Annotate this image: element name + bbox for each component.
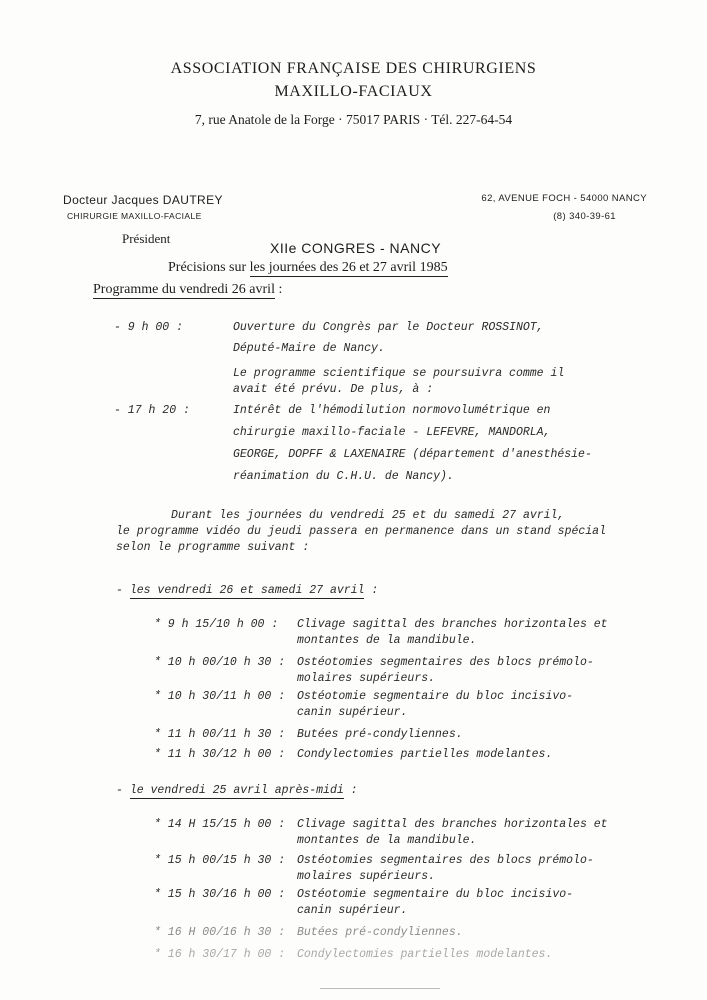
schedule-line: canin supérieur. [297, 904, 408, 917]
schedule-time: * 11 h 00/11 h 30 : [154, 728, 286, 741]
programme-title [93, 282, 282, 298]
programme-title-text: Programme du vendredi 26 avril [93, 282, 275, 297]
section2-title [116, 784, 358, 797]
footer-rule [320, 988, 440, 989]
schedule-time: * 16 H 00/16 h 30 : [154, 926, 286, 939]
doctor-specialty: CHIRURGIE MAXILLO-FACIALE [67, 211, 202, 221]
video-intro-line: Durant les journées du vendredi 25 et du samedi 27 avril, [171, 509, 565, 522]
association-address: 7, rue Anatole de la Forge · 75017 PARIS · Tél. 227-64-54 [194, 112, 513, 127]
schedule-line: montantes de la mandibule. [297, 634, 477, 647]
friday-time-2: - 17 h 20 : [114, 404, 190, 417]
schedule-time: * 16 h 30/17 h 00 : [154, 948, 286, 961]
friday-time-1: - 9 h 00 : [114, 321, 184, 334]
friday-line: chirurgie maxillo-faciale - LEFEVRE, MANDORLA, [233, 426, 551, 439]
doctor-address: 62, AVENUE FOCH - 54000 NANCY [481, 193, 647, 204]
friday-line: réanimation du C.H.U. de Nancy). [233, 470, 454, 483]
schedule-time: * 15 h 00/15 h 30 : [154, 854, 286, 867]
friday-line: GEORGE, DOPFF & LAXENAIRE (département d'anesthésie- [233, 448, 592, 461]
schedule-time: * 11 h 30/12 h 00 : [154, 748, 286, 761]
schedule-time: * 9 h 15/10 h 00 : [154, 618, 279, 631]
precisions-line [168, 260, 448, 276]
association-name: ASSOCIATION FRANÇAISE DES CHIRURGIENS [170, 60, 537, 77]
precisions-prefix: Précisions sur [168, 260, 250, 275]
schedule-line: Ostéotomies segmentaires des blocs prémolo- [297, 656, 594, 669]
doctor-role: Président [122, 231, 171, 246]
schedule-line: Ostéotomie segmentaire du bloc incisivo- [297, 888, 574, 901]
doctor-name: Docteur Jacques DAUTREY [63, 193, 223, 207]
section1-title-text: les vendredi 26 et samedi 27 avril [129, 584, 365, 597]
friday-line: avait été prévu. De plus, à : [233, 383, 434, 396]
schedule-line: Butées pré-condyliennes. [297, 926, 463, 939]
schedule-line: montantes de la mandibule. [297, 834, 477, 847]
friday-line: Le programme scientifique se poursuivra comme il [233, 367, 565, 380]
schedule-time: * 15 h 30/16 h 00 : [154, 888, 286, 901]
schedule-line: Condylectomies partielles modelantes. [297, 748, 553, 761]
schedule-time: * 10 h 30/11 h 00 : [154, 690, 286, 703]
section1-title [116, 584, 378, 597]
section1-prefix: - [116, 584, 130, 597]
friday-line: Député-Maire de Nancy. [233, 342, 385, 355]
section2-prefix: - [116, 784, 130, 797]
section2-title-text: le vendredi 25 avril après-midi [129, 784, 344, 797]
schedule-line: Clivage sagittal des branches horizontales et [297, 618, 608, 631]
association-subtitle: MAXILLO-FACIAUX [274, 83, 433, 100]
schedule-line: molaires supérieurs. [297, 672, 436, 685]
schedule-time: * 10 h 00/10 h 30 : [154, 656, 286, 669]
doctor-phone: (8) 340-39-61 [553, 211, 616, 222]
section2-suffix: : [343, 784, 358, 797]
schedule-line: Condylectomies partielles modelantes. [297, 948, 553, 961]
precisions-underlined: les journées des 26 et 27 avril 1985 [249, 260, 448, 275]
schedule-line: Ostéotomies segmentaires des blocs prémolo- [297, 854, 594, 867]
schedule-line: Butées pré-condyliennes. [297, 728, 463, 741]
schedule-line: Clivage sagittal des branches horizontales et [297, 818, 608, 831]
section1-suffix: : [364, 584, 379, 597]
friday-line: Ouverture du Congrès par le Docteur ROSSINOT, [233, 321, 544, 334]
schedule-time: * 14 H 15/15 h 00 : [154, 818, 286, 831]
schedule-line: canin supérieur. [297, 706, 408, 719]
programme-title-suffix: : [274, 282, 283, 297]
schedule-line: molaires supérieurs. [297, 870, 436, 883]
friday-line: Intérêt de l'hémodilution normovolumétrique en [233, 404, 551, 417]
schedule-line: Ostéotomie segmentaire du bloc incisivo- [297, 690, 574, 703]
congress-title: XIIe CONGRES - NANCY [270, 240, 442, 256]
video-intro-line: selon le programme suivant : [116, 541, 310, 554]
video-intro-line: le programme vidéo du jeudi passera en permanence dans un stand spécial [116, 525, 606, 538]
